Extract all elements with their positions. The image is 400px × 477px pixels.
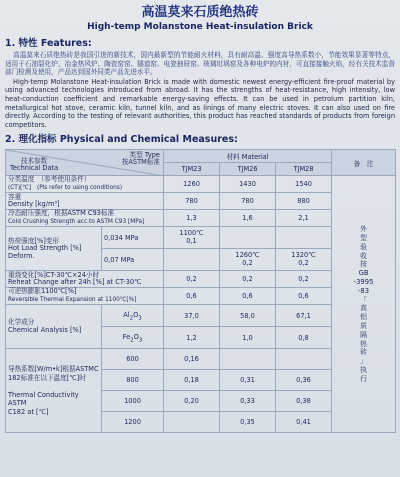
cell-value [220,249,276,271]
features-heading-cn: 1. 特性 [5,38,38,49]
cell-value: 1,6 [220,210,276,227]
model-header: TJM28 [276,163,332,176]
cell-value: 1540 [276,176,332,193]
row-label-cn: 容重 [8,192,22,201]
remark-char: 热 [360,339,367,348]
cell-value: 0,33 [220,391,276,412]
cell-value [276,349,332,370]
corner-param [10,158,58,172]
temperature-value: 1200 [102,412,164,433]
row-label [6,193,164,210]
row-label-cn: 可逆热膨胀1100℃[%] [8,287,77,296]
corner-param-en: Technical Data [10,164,59,173]
remark-char: 隔 [360,330,367,339]
row-label [6,210,164,227]
row-label [6,288,164,305]
oxygen-symbol: O [133,310,139,319]
oxygen-subscript: 3 [138,337,143,343]
remark-char: 外 [360,225,367,234]
corner-type [122,152,160,166]
remark-char: -83 [357,286,370,295]
measures-heading [5,134,395,146]
remark-vertical-text [332,176,396,433]
cell-value: 880 [276,193,332,210]
cell-value: 0,6 [276,288,332,305]
title-chinese: 高温莫来石质绝热砖 [141,5,259,20]
cell-value [220,349,276,370]
remark-char: 行 [360,374,367,383]
cell-value: 0,16 [164,349,220,370]
remark-char: 质 [360,321,367,330]
features-heading [5,38,395,50]
features-text-chinese: 高温莫来石质绝热砖是我国引进的新技术，国内最新型的节能耐火材料，具有耐高温、强度高导热系数小，节能效果显著等特点，适用于石油裂化炉、冶金热风炉、陶瓷窑窑、隧道窑、电瓷抽屉窑、玻璃坩埚窑及各种电炉的内衬，可直接接触火焰，经有关技术监督部门检测及使用，产品达到国外同类产品先进水平。 [5,51,395,77]
cell-value: 0,6 [164,288,220,305]
corner-standard: 按ASTM标准 [121,158,160,167]
row-label-en: (CT)[℃] (Pls refer to using conditions) [8,184,123,191]
row-label-cn: 冷态耐压强度，根据ASTM C93标准 [8,209,115,218]
cell-value: 67,1 [276,305,332,327]
row-label [6,227,102,271]
cell-value: 1260 [164,176,220,193]
hot-load-temp: 1100℃ [179,229,204,238]
cell-value: 0,2 [220,271,276,288]
row-label-en: Reversible Thermal Expansion at 1100℃[%] [8,296,137,303]
features-heading-en: Features: [40,38,92,49]
cell-value: 0,38 [276,391,332,412]
row-label-en: Cold Crushing Strength acc.to ASTM C93 [MPa] [8,218,145,225]
spec-table [5,149,396,433]
cell-value: 1430 [220,176,276,193]
formula-al2o3 [102,305,164,327]
row-label-en: Reheat Change after 24h [%] at CT-30℃ [8,278,142,287]
oxygen-subscript: 3 [138,315,142,321]
formula-fe2o3 [102,327,164,349]
remark-char: 砖 [360,348,367,357]
row-label-en: Thermal Conductivity ASTM [8,390,79,408]
table-corner-header [6,150,164,176]
remark-char: 「 [360,295,367,304]
remark-char: 按 [360,260,367,269]
row-label [6,305,102,349]
remark-char: -3995 [353,277,374,286]
cell-value: 0,31 [220,370,276,391]
corner-type-cn: 类型 [129,151,143,160]
temperature-value: 1000 [102,391,164,412]
measures-heading-en: Physical and Chemical Measures: [59,134,238,146]
corner-param-cn: 技术参数 [20,157,48,166]
remark-header: 备 注 [332,150,396,176]
cell-value: 780 [164,193,220,210]
title-english: High-temp Molanstone Heat-insulation Brick [87,22,313,32]
hot-load-temp: 1320℃ [291,251,316,260]
cell-value: 780 [220,193,276,210]
row-label [6,271,164,288]
cell-value: 1,2 [164,327,220,349]
cell-value: 0,35 [220,412,276,433]
fe-symbol: Fe [122,332,131,341]
cell-value: 0,41 [276,412,332,433]
remark-char: 收 [360,251,367,260]
row-label-en: Hot Load Strength [%] Deform. [8,244,82,260]
model-header: TJM26 [220,163,276,176]
cell-value: 0,2 [164,271,220,288]
row-label-cn: 热荷强度[%]变形 [8,236,59,245]
row-label-cn: 分类温度 （参考使用条件） [8,175,91,184]
oxygen-symbol: O [133,332,139,341]
row-label-cn: 导热系数[W/m•k]根据ASTMC [8,365,99,374]
hot-load-value: 0,2 [242,258,253,267]
row-label-cn: 重烧变化[%]CT-30℃×24小时 [8,270,100,279]
temperature-value: 600 [102,349,164,370]
cell-value: 0,36 [276,370,332,391]
fe-subscript: 2 [130,337,134,343]
features-text-english: High-temp Molanstone Heat-insulation Brick is made with domestic newest energy-efficient fire-proof material by using advanced technologies introduced from abroad. It has the strengths of heat-resistance, high intensity, low heat-conduction coefficient and remarkable energy-saving effects. It can be used in petrolum partition kiln, metallurgical hot stove, ceramic kiln, tunnel kiln, and as linings of many electric stoves. It can also used on fire directly. According to the testing of relevant authorities, this product has reached standards of products from foreign competitors. [5,77,395,129]
row-label-en: C182 at [℃] [8,407,49,416]
remark-char: 执 [360,365,367,374]
table-row [6,176,396,193]
cell-value [276,249,332,271]
cell-value: 37,0 [164,305,220,327]
row-label [6,349,102,433]
corner-type-en: Type [144,151,160,160]
al-symbol: Al [123,310,130,319]
hot-load-temp: 1260℃ [235,251,260,260]
cell-value: 0,20 [164,391,220,412]
cell-value [164,227,220,249]
remark-char: 铝 [360,313,367,322]
row-label-cn: 182标准在以下温度[℃]时 [8,373,86,382]
remark-char: GB [358,269,369,278]
row-label-en: Density [kg/m³] [8,200,60,209]
cell-value: 1,0 [220,327,276,349]
cell-value: 0,18 [164,370,220,391]
remark-char: 高 [360,304,367,313]
al-subscript: 2 [129,315,134,321]
row-label-en: Chemical Analysis [%] [8,325,82,334]
material-header-en: Material [241,153,269,162]
cell-empty [164,249,220,271]
remark-char: 验 [360,242,367,251]
cell-value: 0,2 [276,271,332,288]
measures-heading-cn: 2. 理化指标 [5,134,57,146]
cell-empty [276,227,332,249]
hot-load-value: 0,2 [298,258,309,267]
cell-value: 58,0 [220,305,276,327]
cell-empty [220,227,276,249]
cell-value [164,412,220,433]
row-label [6,176,164,193]
model-header: TJM23 [164,163,220,176]
material-header-cn: 材料 [226,153,240,162]
hot-load-value: 0,1 [186,236,197,245]
row-label-cn: 化学成分 [8,318,35,327]
remark-char: 型 [360,233,367,242]
cell-value: 2,1 [276,210,332,227]
cell-value: 0,6 [220,288,276,305]
remark-text [334,225,393,383]
remark-char: 」 [360,357,367,366]
cell-value: 1,3 [164,210,220,227]
temperature-value: 800 [102,370,164,391]
pressure-label: 0,034 MPa [102,227,164,249]
pressure-label: 0,07 MPa [102,249,164,271]
cell-value: 0,8 [276,327,332,349]
material-header [164,150,332,163]
